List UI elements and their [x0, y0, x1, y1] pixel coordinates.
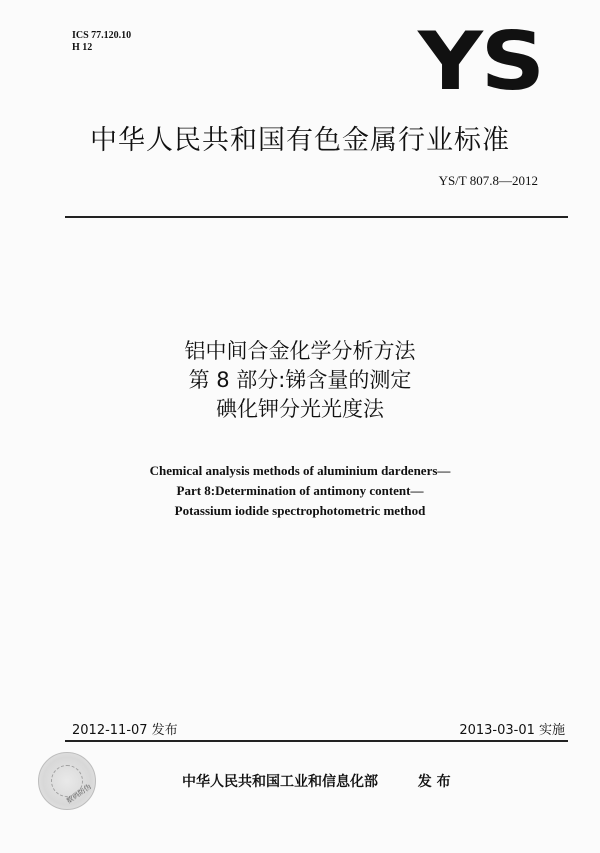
bottom-divider	[65, 740, 568, 742]
title-cn-line-3: 碘化钾分光光度法	[216, 397, 384, 421]
standard-code: YS/T 807.8—2012	[438, 173, 538, 188]
implement-date: 2013-03-01 实施	[459, 723, 565, 738]
title-en-line-3: Potassium iodide spectrophotometric method	[174, 503, 426, 518]
title-en-line-2: Part 8:Determination of antimony content—	[176, 483, 424, 498]
anti-counterfeit-seal	[38, 752, 96, 810]
seal-text: 数码防伪	[65, 782, 93, 806]
top-divider	[65, 216, 568, 218]
title-cn-line-1: 铝中间合金化学分析方法	[184, 339, 416, 363]
ccs-number: H 12	[72, 42, 93, 53]
publish-label: 发 布	[417, 774, 451, 790]
publisher-line	[182, 771, 451, 791]
publisher-name: 中华人民共和国工业和信息化部	[182, 774, 378, 790]
title-english	[0, 461, 600, 521]
ics-code	[72, 30, 131, 54]
title-en-line-1: Chemical analysis methods of aluminium dardeners—	[149, 463, 451, 478]
ics-number: ICS 77.120.10	[72, 30, 132, 41]
title-chinese	[0, 337, 600, 424]
title-cn-line-2: 第 8 部分:锑含量的测定	[188, 368, 412, 392]
standard-name: 中华人民共和国有色金属行业标准	[90, 125, 510, 156]
issue-date: 2012-11-07 发布	[72, 723, 178, 738]
ys-logo: YS	[418, 15, 543, 108]
